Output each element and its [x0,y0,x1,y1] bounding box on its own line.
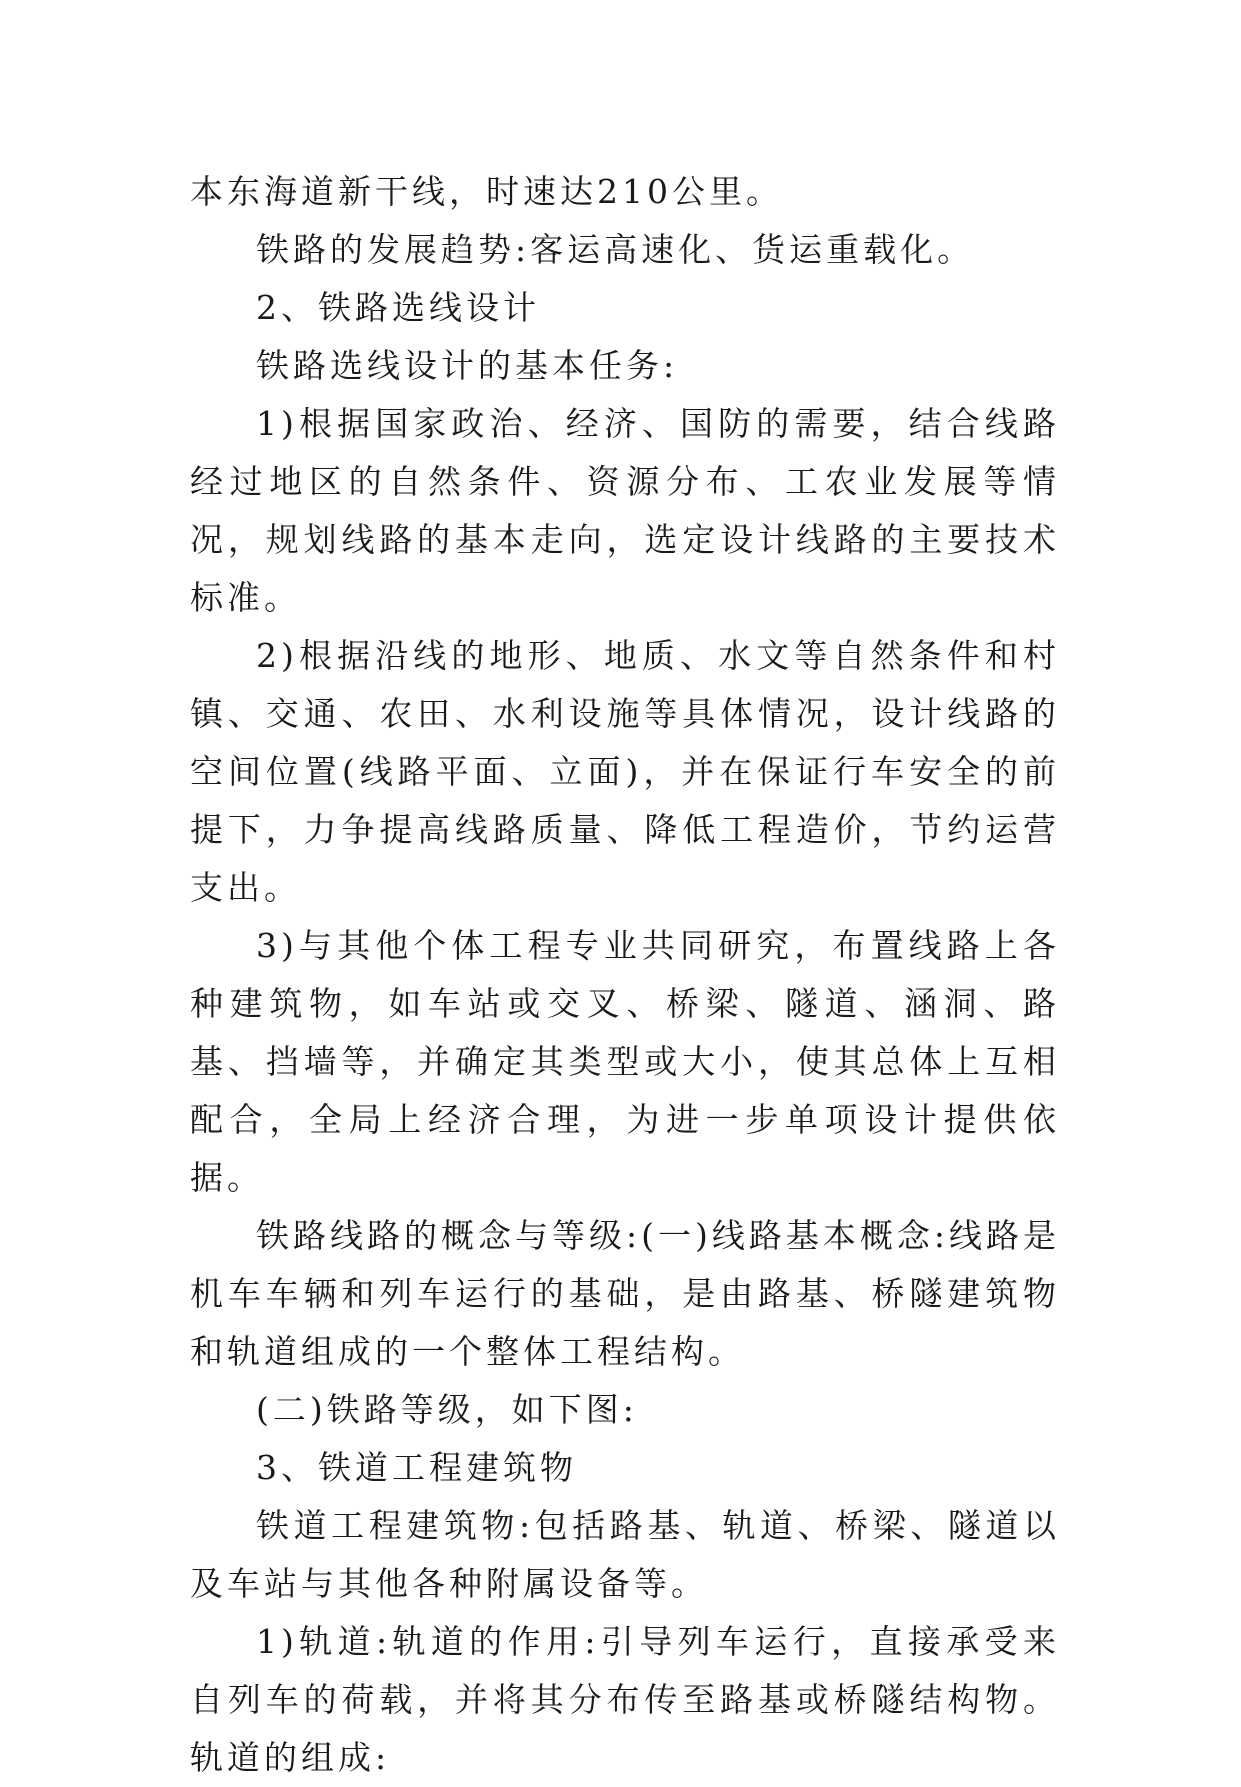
section-heading: 2、铁路选线设计 [256,288,540,327]
paragraph: 本东海道新干线，时速达210公里。 [190,172,783,211]
section-heading: 3、铁道工程建筑物 [256,1448,577,1487]
paragraph: (二)铁路等级，如下图: [256,1390,638,1429]
list-item: 3)与其他个体工程专业共同研究，布置线路上各种建筑物，如车站或交叉、桥梁、隧道、涵洞、路基、挡墙等，并确定其类型或大小，使其总体上互相配合，全局上经济合理，为进一步单项设计提供依据。 [190,926,1060,1197]
paragraph: 铁路选线设计的基本任务: [256,346,679,385]
list-item: 1)根据国家政治、经济、国防的需要，结合线路经过地区的自然条件、资源分布、工农业发展等情况，规划线路的基本走向，选定设计线路的主要技术标准。 [190,404,1060,617]
paragraph: 铁道工程建筑物:包括路基、轨道、桥梁、隧道以及车站与其他各种附属设备等。 [190,1506,1060,1603]
paragraph: 铁路的发展趋势:客运高速化、货运重载化。 [256,230,975,269]
list-item: 1)轨道:轨道的作用:引导列车运行，直接承受来自列车的荷载，并将其分布传至路基或桥隧结构物。轨道的组成: [190,1622,1060,1777]
document-body [190,163,1060,1787]
list-item: 2)根据沿线的地形、地质、水文等自然条件和村镇、交通、农田、水利设施等具体情况，设计线路的空间位置(线路平面、立面)，并在保证行车安全的前提下，力争提高线路质量、降低工程造价，节约运营支出。 [190,636,1060,907]
paragraph: 铁路线路的概念与等级:(一)线路基本概念:线路是机车车辆和列车运行的基础，是由路基、桥隧建筑物和轨道组成的一个整体工程结构。 [190,1216,1060,1371]
